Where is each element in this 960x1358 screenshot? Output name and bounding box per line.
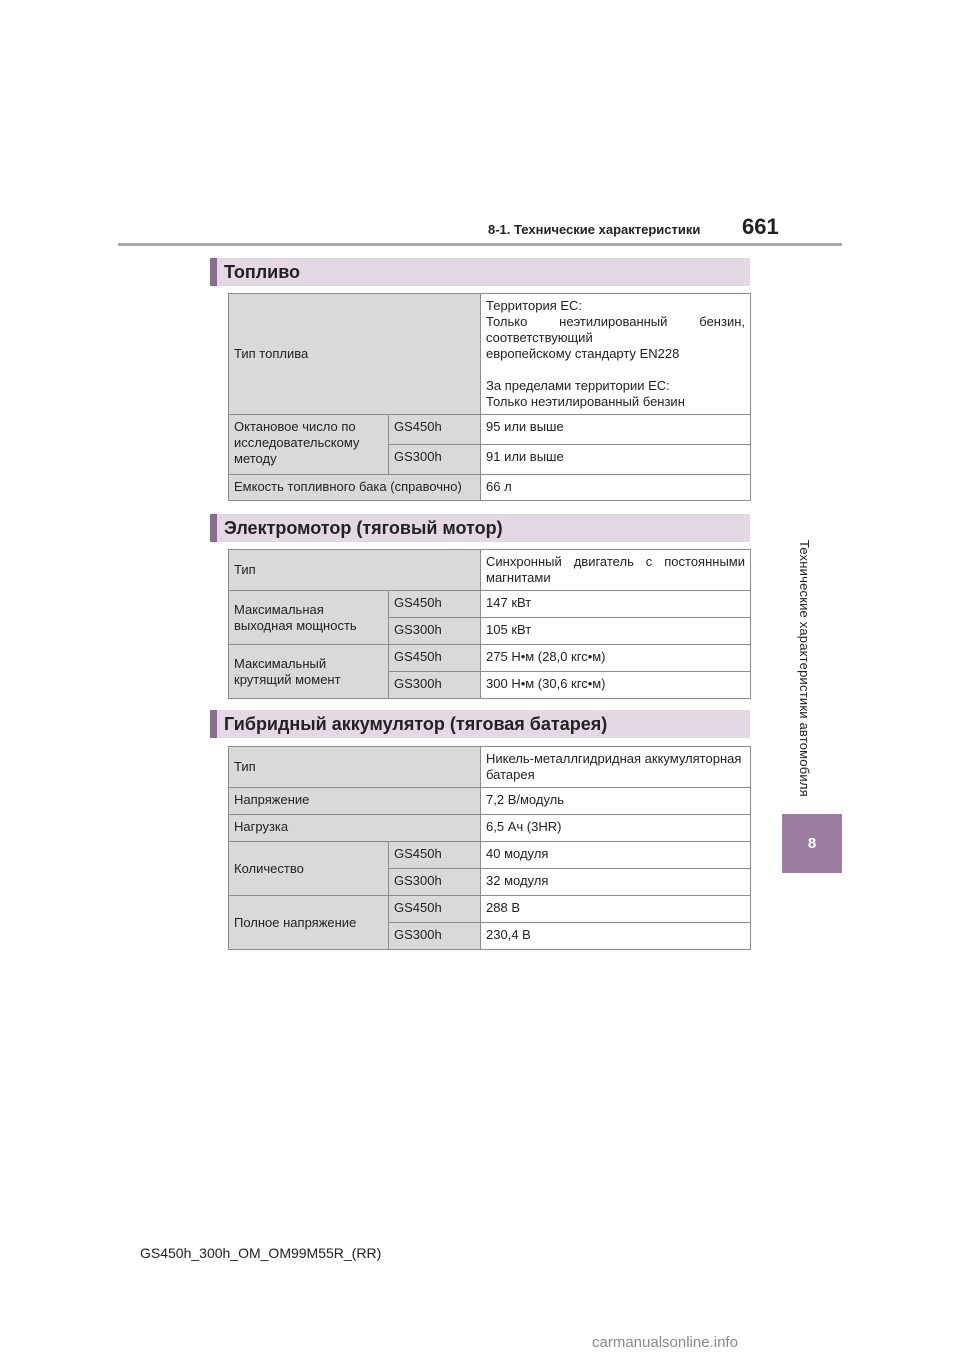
- quantity-label: Количество: [229, 842, 389, 896]
- table-row: [229, 591, 751, 618]
- quantity-value: 40 модуля: [481, 842, 751, 869]
- octane-model: GS450h: [389, 415, 481, 445]
- chapter-tab[interactable]: 8: [782, 814, 842, 873]
- voltage-value: 7,2 В/модуль: [481, 788, 751, 815]
- table-row: [229, 475, 751, 501]
- section-title-battery: Гибридный аккумулятор (тяговая батарея): [210, 710, 750, 738]
- section-title-fuel: Топливо: [210, 258, 750, 286]
- battery-table: [228, 746, 751, 950]
- torque-value: 300 Н•м (30,6 кгс•м): [481, 672, 751, 699]
- total-voltage-model: GS450h: [389, 896, 481, 923]
- tank-label: Емкость топливного бака (справочно): [229, 475, 481, 501]
- power-model: GS300h: [389, 618, 481, 645]
- octane-label: Октановое число по исследовательскому методу: [229, 415, 389, 475]
- torque-value: 275 Н•м (28,0 кгс•м): [481, 645, 751, 672]
- total-voltage-value: 230,4 В: [481, 923, 751, 950]
- torque-model: GS300h: [389, 672, 481, 699]
- table-row: [229, 896, 751, 923]
- watermark: carmanualsonline.info: [592, 1334, 738, 1351]
- document-code: GS450h_300h_OM_OM99M55R_(RR): [140, 1245, 382, 1261]
- table-row: [229, 415, 751, 445]
- capacity-value: 6,5 Ач (3HR): [481, 815, 751, 842]
- section-header: 8-1. Технические характеристики: [488, 222, 701, 237]
- side-chapter-title: Технические характеристики автомобиля: [797, 540, 812, 797]
- torque-model: GS450h: [389, 645, 481, 672]
- total-voltage-label: Полное напряжение: [229, 896, 389, 950]
- fuel-type-eu-text: Только неэтилированный бензин, соответствующий: [486, 314, 746, 345]
- motor-type-label: Тип: [229, 550, 481, 591]
- power-value: 105 кВт: [481, 618, 751, 645]
- motor-type-value: Синхронный двигатель с постоянными магнитами: [481, 550, 751, 591]
- octane-value: 91 или выше: [481, 445, 751, 475]
- power-value: 147 кВт: [481, 591, 751, 618]
- table-row: [229, 550, 751, 591]
- total-voltage-value: 288 В: [481, 896, 751, 923]
- motor-table: [228, 549, 751, 699]
- table-row: [229, 788, 751, 815]
- fuel-type-noneu-text: Только неэтилированный бензин: [486, 394, 685, 409]
- voltage-label: Напряжение: [229, 788, 481, 815]
- quantity-model: GS300h: [389, 869, 481, 896]
- header-rule: [118, 243, 842, 246]
- section-title-motor: Электромотор (тяговый мотор): [210, 514, 750, 542]
- capacity-label: Нагрузка: [229, 815, 481, 842]
- fuel-type-label: Тип топлива: [229, 294, 481, 415]
- fuel-table: [228, 293, 751, 501]
- page-number: 661: [742, 214, 779, 239]
- quantity-model: GS450h: [389, 842, 481, 869]
- table-row: [229, 815, 751, 842]
- fuel-type-noneu-heading: За пределами территории ЕС:: [486, 378, 670, 393]
- power-label: Максимальная выходная мощность: [229, 591, 389, 645]
- battery-type-label: Тип: [229, 747, 481, 788]
- table-row: [229, 645, 751, 672]
- fuel-type-eu-standard: европейскому стандарту EN228: [486, 346, 680, 361]
- octane-model: GS300h: [389, 445, 481, 475]
- fuel-type-value: [481, 294, 751, 415]
- battery-type-value: Никель-металлгидридная аккумуляторная батарея: [481, 747, 751, 788]
- octane-value: 95 или выше: [481, 415, 751, 445]
- table-row: [229, 842, 751, 869]
- table-row: [229, 747, 751, 788]
- table-row: [229, 294, 751, 415]
- quantity-value: 32 модуля: [481, 869, 751, 896]
- total-voltage-model: GS300h: [389, 923, 481, 950]
- fuel-type-eu-heading: Территория ЕС:: [486, 298, 583, 313]
- power-model: GS450h: [389, 591, 481, 618]
- torque-label: Максимальный крутящий момент: [229, 645, 389, 699]
- tank-value: 66 л: [481, 475, 751, 501]
